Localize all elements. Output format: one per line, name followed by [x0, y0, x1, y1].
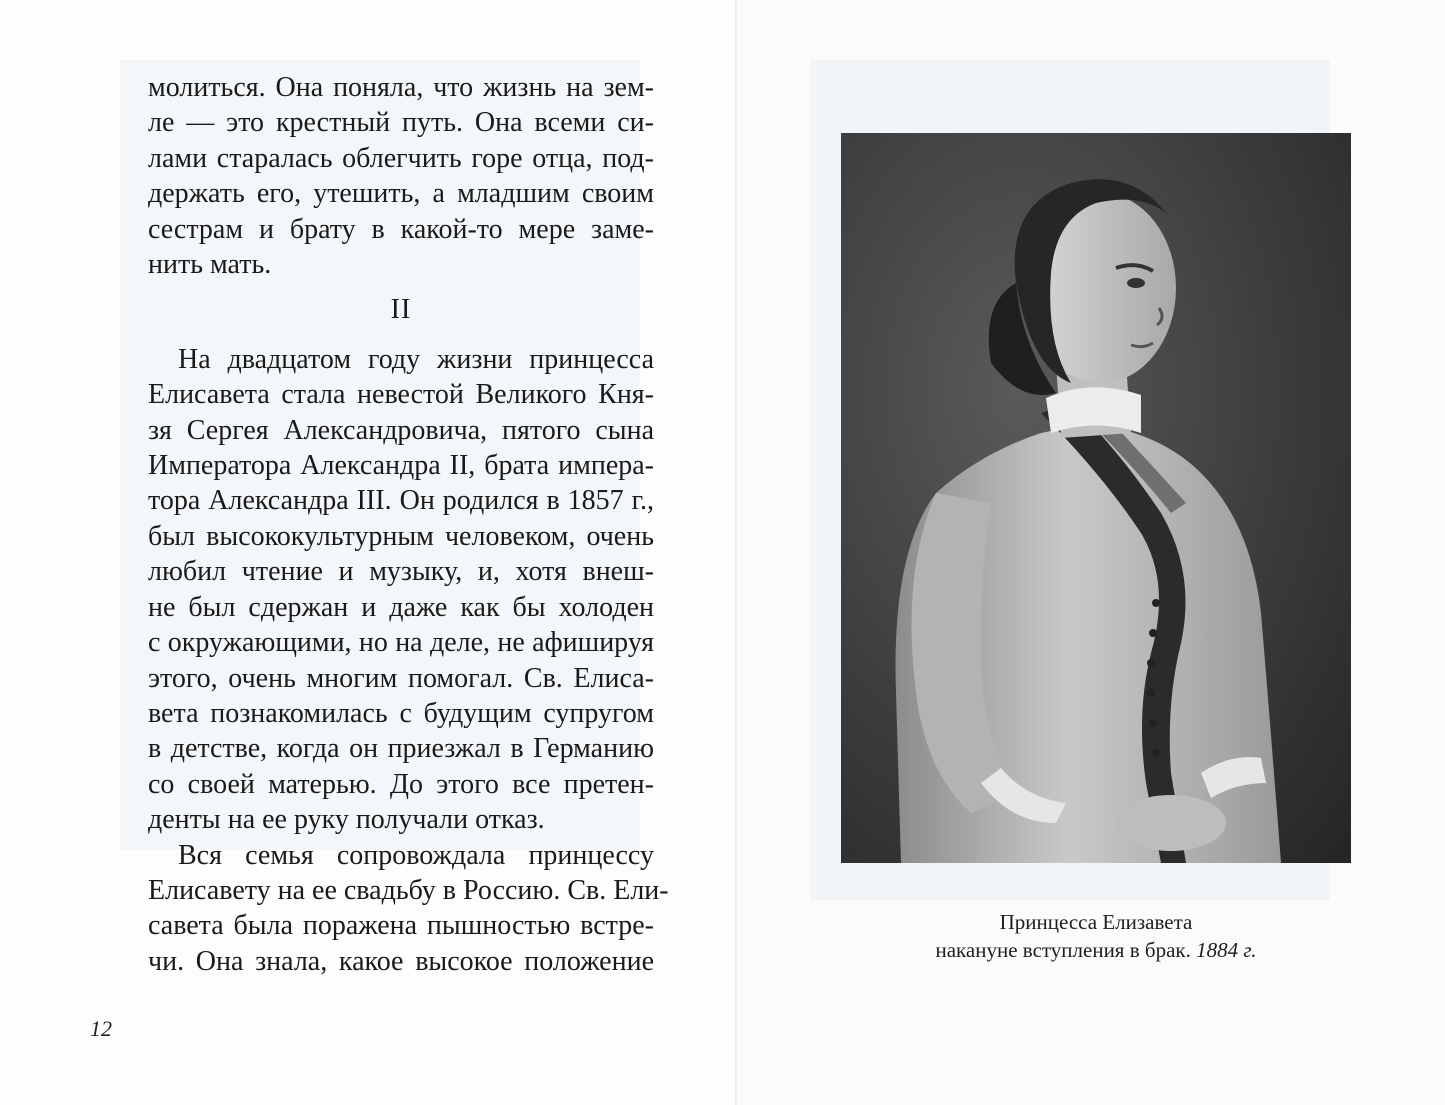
- text-line: Елисавета стала невестой Великого Кня-: [148, 379, 654, 411]
- portrait-illustration: [841, 133, 1351, 863]
- caption-year: 1884 г.: [1196, 938, 1257, 962]
- text-line: с окружающими, но на деле, не афишируя: [148, 627, 654, 659]
- caption-line: Принцесса Елизавета: [999, 910, 1193, 934]
- text-line: На двадцатом году жизни принцесса: [178, 343, 654, 375]
- text-line: зя Сергея Александровича, пятого сына: [148, 414, 654, 446]
- text-line: лами старалась облегчить горе отца, под-: [148, 142, 654, 174]
- paragraph: [148, 70, 654, 282]
- text-line: денты на ее руку получали отказ.: [148, 804, 545, 836]
- text-line: ле — это крестный путь. Она всеми си-: [148, 107, 654, 139]
- text-line: молиться. Она поняла, что жизнь на зем-: [148, 72, 654, 103]
- text-line: Вся семья сопровождала принцессу: [178, 839, 654, 871]
- text-line: был высококультурным человеком, очень: [148, 520, 654, 552]
- portrait-photo-icon: [841, 133, 1351, 863]
- paragraph: [148, 838, 669, 980]
- page-number: 12: [90, 1016, 112, 1041]
- section-heading: II: [390, 294, 412, 326]
- text-line: не был сдержан и даже как бы холоден: [148, 591, 654, 623]
- caption-text: накануне вступления в брак.: [935, 938, 1191, 962]
- text-line: сестрам и брату в какой-то мере заме-: [148, 213, 654, 245]
- text-line: держать его, утешить, а младшим своим: [148, 178, 654, 210]
- text-line: этого, очень многим помогал. Св. Елиса-: [148, 662, 654, 694]
- text-line: любил чтение и музыку, и, хотя внеш-: [148, 556, 654, 588]
- text-line: вета познакомилась с будущим супругом: [148, 697, 654, 729]
- text-line: в детстве, когда он приезжал в Германию: [148, 733, 654, 765]
- text-line: тора Александра III. Он родился в 1857 г.,: [148, 485, 654, 517]
- text-line: чи. Она знала, какое высокое положение: [148, 945, 654, 977]
- caption-line: [841, 936, 1351, 964]
- text-line: Императора Александра II, брата импера-: [148, 450, 654, 482]
- text-line: нить мать.: [148, 249, 272, 281]
- text-line: со своей матерью. До этого все претен-: [148, 768, 654, 800]
- text-line: савета была поражена пышностью встре-: [148, 910, 654, 942]
- left-page-text: [148, 70, 669, 979]
- photo-caption: [841, 908, 1351, 964]
- text-line: Елисавету на ее свадьбу в Россию. Св. Ели-: [148, 874, 669, 906]
- paragraph: [148, 342, 654, 838]
